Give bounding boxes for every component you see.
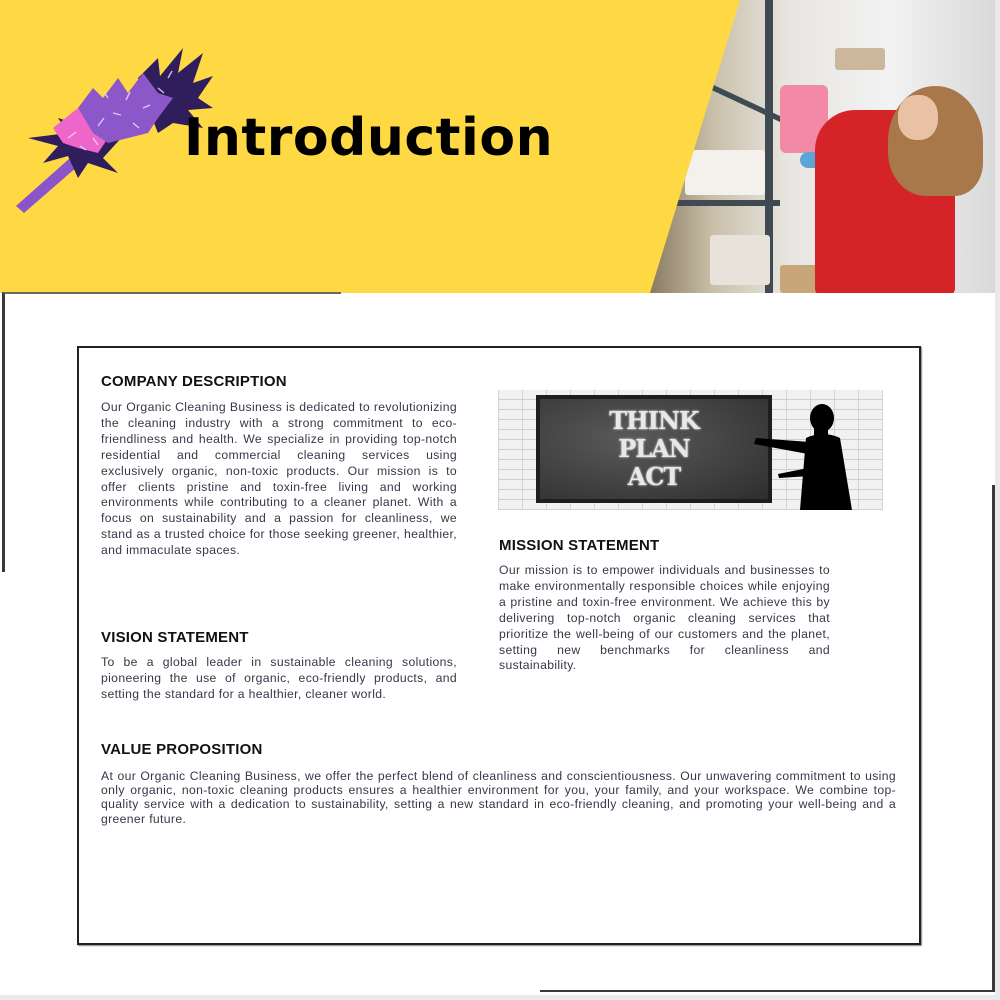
header-photo [650, 0, 995, 293]
vision-statement-heading: VISION STATEMENT [101, 629, 249, 646]
company-description-heading: COMPANY DESCRIPTION [101, 373, 287, 390]
think-plan-act-illustration [498, 390, 883, 510]
presenter-silhouette-icon [748, 398, 860, 510]
board-line-act: ACT [627, 462, 681, 491]
value-proposition-body: At our Organic Cleaning Business, we offer the perfect blend of cleanliness and conscientiousness. Our unwavering commitment to using only organic, non-toxic cleaning products ensures a healthier environment for you, your family, and your workspace. We combine top-quality service with a dedication to sustainability, setting a new standard in eco-friendly cleaning, and promoting your well-being and a greener future. [101, 769, 896, 826]
company-description-body: Our Organic Cleaning Business is dedicated to revolutionizing the cleaning industry with a strong commitment to eco-friendliness and health. We specialize in providing top-notch residential and commercial cleaning services using exclusively organic, non-toxic products. Our mission is to offer clients pristine and toxin-free living and working environments while contributing to a cleaner planet. With a focus on sustainability and a passion for cleanliness, we stand as a trusted choice for those seeking greener, healthier, and immaculate spaces. [101, 400, 457, 558]
page-title: Introduction [184, 108, 554, 168]
mission-statement-heading: MISSION STATEMENT [499, 537, 660, 554]
value-proposition-heading: VALUE PROPOSITION [101, 741, 263, 758]
vision-statement-body: To be a global leader in sustainable cleaning solutions, pioneering the use of organic, eco-friendly products, and setting the standard for a healthier, cleaner world. [101, 655, 457, 701]
board-line-plan: PLAN [618, 434, 690, 463]
board-line-think: THINK [609, 406, 699, 435]
header-banner [0, 0, 995, 293]
chalkboard [536, 395, 772, 503]
mission-statement-body: Our mission is to empower individuals and businesses to make environmentally responsible choices while enjoying a pristine and toxin-free environment. We achieve this by delivering top-notch organic cleaning services that prioritize the well-being of our customers and the planet, setting new benchmarks for cleanliness and sustainability. [499, 563, 830, 673]
